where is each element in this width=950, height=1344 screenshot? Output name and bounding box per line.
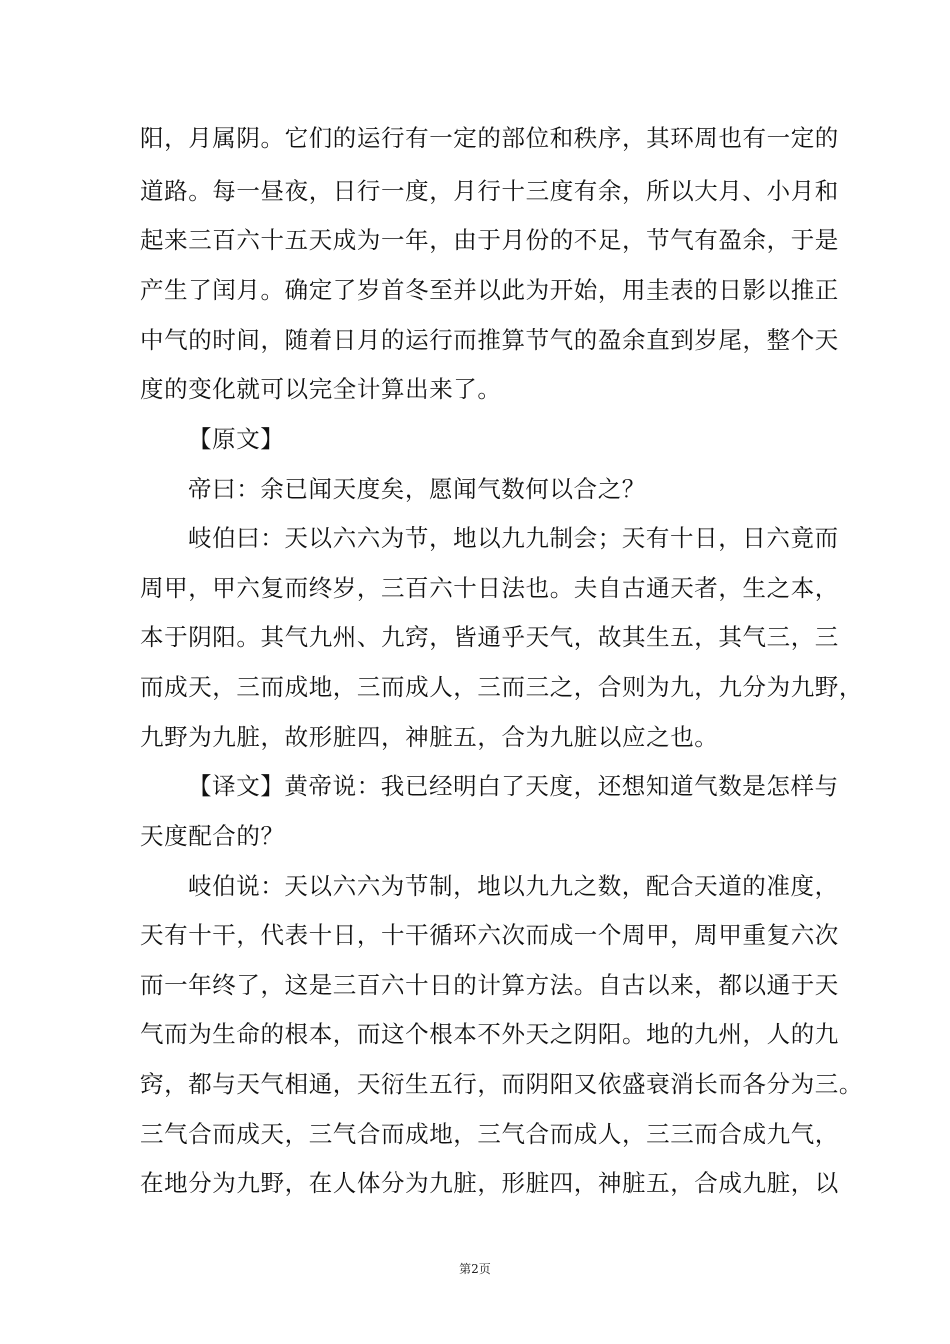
text-line: 天度配合的？: [140, 822, 285, 850]
text-line: 天有十干，代表十日，十干循环六次而成一个周甲，周甲重复六次: [140, 921, 839, 949]
text-line: 岐伯说：天以六六为节制，地以九九之数，配合天道的准度，: [188, 872, 839, 900]
text-line: 窍，都与天气相通，天衍生五行，而阴阳又依盛衰消长而各分为三。: [140, 1070, 863, 1098]
text-line: 道路。每一昼夜，日行一度，月行十三度有余，所以大月、小月和: [140, 177, 839, 205]
text-line: 起来三百六十五天成为一年，由于月份的不足，节气有盈余，于是: [140, 226, 839, 254]
section-heading: 【原文】: [188, 425, 285, 453]
page-number: 第2页: [459, 1262, 491, 1276]
text-line: 而成天，三而成地，三而成人，三而三之，合则为九，九分为九野，: [140, 673, 863, 701]
text-line: 【译文】黄帝说：我已经明白了天度，还想知道气数是怎样与: [188, 772, 839, 800]
text-line: 中气的时间，随着日月的运行而推算节气的盈余直到岁尾，整个天: [140, 326, 839, 354]
text-line: 岐伯曰：天以六六为节，地以九九制会；天有十日，日六竟而: [188, 524, 839, 552]
text-line: 气而为生命的根本，而这个根本不外天之阴阳。地的九州，人的九: [140, 1020, 839, 1048]
text-line: 阳，月属阴。它们的运行有一定的部位和秩序，其环周也有一定的: [140, 124, 839, 152]
text-line: 在地分为九野，在人体分为九脏，形脏四，神脏五，合成九脏，以: [140, 1169, 839, 1197]
text-line: 帝曰：余已闻天度矣，愿闻气数何以合之？: [188, 475, 646, 503]
text-line: 产生了闰月。确定了岁首冬至并以此为开始，用圭表的日影以推正: [140, 276, 839, 304]
text-line: 而一年终了，这是三百六十日的计算方法。自古以来，都以通于天: [140, 971, 839, 999]
text-line: 度的变化就可以完全计算出来了。: [140, 375, 502, 403]
text-line: 九野为九脏，故形脏四，神脏五，合为九脏以应之也。: [140, 723, 719, 751]
text-line: 周甲，甲六复而终岁，三百六十日法也。夫自古通天者，生之本，: [140, 574, 839, 602]
text-line: 本于阴阳。其气九州、九窍，皆通乎天气，故其生五，其气三，三: [140, 623, 839, 651]
text-line: 三气合而成天，三气合而成地，三气合而成人，三三而合成九气，: [140, 1120, 839, 1148]
